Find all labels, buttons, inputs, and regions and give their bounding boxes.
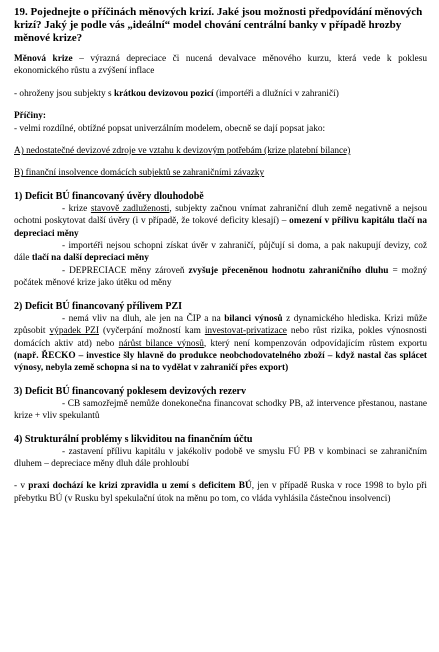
question-title: 19. Pojednejte o příčinách měnových krizí. Jaké jsou možnosti předpovídání měnových krizí? Jaký je podle vás „ideální“ model chování centrální banky v případě hrozby měnové krize? xyxy=(14,6,423,44)
closing-paragraph xyxy=(14,480,427,505)
s2-t2-u: výpadek PZI xyxy=(49,326,99,337)
closing-bold: praxi dochází ke krizi zpravidla u zemí s deficitem BÚ xyxy=(28,481,252,492)
causes-heading: Příčiny: xyxy=(14,111,47,122)
causes-intro: - velmi rozdílné, obtížné popsat univerzálním modelem, obecně se dají popsat jako: xyxy=(14,123,326,134)
s2-t4: nebo růst rizika, pokles výnosnosti domácích aktiv atd) nebo xyxy=(14,326,428,349)
section-4-heading: 4) Strukturální problémy s likviditou na finančním účtu xyxy=(14,433,253,445)
section-1-p1 xyxy=(14,203,427,240)
section-2-text xyxy=(14,313,427,375)
closing-pre: - v xyxy=(14,481,29,492)
threat-post: (importéři a dlužníci v zahraničí) xyxy=(213,88,339,99)
s1-p1-a: - krize xyxy=(62,203,91,214)
s1-p2-bold: tlačí na další depreciaci měny xyxy=(31,253,149,264)
section-4-text: - zastavení přílivu kapitálu v jakékoliv podobě ve smyslu FÚ PB v kombinaci se zahraničním dluhem – depreciace měny dluh dále prohloubí xyxy=(14,446,427,469)
s2-t4-u: nárůst bilance výnosů xyxy=(118,338,204,349)
s1-p1-u: stavově zadluženosti xyxy=(90,203,170,214)
s1-p1-b: , subjekty začnou vnímat zahraniční dluh země negativně a nejsou ochotni poskytovat další úvěry (i v případě, že tokové deficity klesají) – xyxy=(14,203,427,227)
s2-t3: (vyčerpání možností kam xyxy=(98,326,205,337)
section-1-p2 xyxy=(14,240,427,265)
definition-paragraph xyxy=(14,53,427,78)
s1-p2-a: - importéři nejsou schopni získat úvěr v zahraničí, půjčují si doma, a pak nakupují devizy, což dále xyxy=(14,241,427,264)
cause-a: A) nedostatečné devizové zdroje ve vztahu k devizovým potřebám (krize platební bilance) xyxy=(14,146,351,157)
threat-pre: - ohroženy jsou subjekty s xyxy=(14,88,114,99)
definition-term: Měnová krize xyxy=(14,54,73,64)
section-3-heading: 3) Deficit BÚ financovaný poklesem devizových rezerv xyxy=(14,385,246,397)
s2-t5-bold: (např. ŘECKO – investice šly hlavně do produkce neobchodovatelného zboží – když nastal čas splácet výnosy, nebyla země schopna si na to vydělat v zahraničí přes export) xyxy=(14,350,427,374)
s2-t1-bold: bilanci výnosů xyxy=(224,313,283,324)
closing-post: , jen v případě Ruska v roce 1998 to bylo při přebytku BÚ (v Rusku byl spekulační útok na měnu po tom, co vláda vyhlásila částečnou insolvenci) xyxy=(14,481,427,504)
definition-text: – výrazná depreciace či nucená devalvace měnového kurzu, která vede k poklesu ekonomického růstu a zvýšení inflace xyxy=(14,54,427,77)
s2-t3-u: investovat-privatizace xyxy=(204,326,287,337)
s1-p3-bold: zvyšuje přeceněnou hodnotu zahraničního dluhu xyxy=(188,265,389,276)
threat-bold: krátkou devizovou pozicí xyxy=(113,88,214,99)
s2-t5: , který není kompenzován odpovídajícím růstem exportu xyxy=(203,338,428,349)
s1-p3-a: - DEPRECIACE měny zároveň xyxy=(62,265,189,276)
section-1-p3 xyxy=(14,265,427,290)
section-3-text: - CB samozřejmě nemůže donekonečna financovat schodky PB, až intervence přestanou, nastane krize + vliv spekulantů xyxy=(14,398,427,422)
s2-t1: - nemá vliv na dluh, ale jen na ČIP a na xyxy=(62,313,225,324)
s2-t2: z dynamického hlediska. Krizi může způsobit xyxy=(14,313,427,337)
s1-p1-bold: omezení v přílivu kapitálu tlačí na depreciaci měny xyxy=(14,216,427,239)
section-1-heading: 1) Deficit BÚ financovaný úvěry dlouhodobě xyxy=(14,190,204,202)
s1-p3-b: = možný počátek měnové krize jako útěku od měny xyxy=(14,265,427,289)
cause-b: B) finanční insolvence domácích subjektů se zahraničními závazky xyxy=(14,168,265,179)
threat-paragraph xyxy=(14,88,427,100)
section-2-heading: 2) Deficit BÚ financovaný přílivem PZI xyxy=(14,300,183,312)
